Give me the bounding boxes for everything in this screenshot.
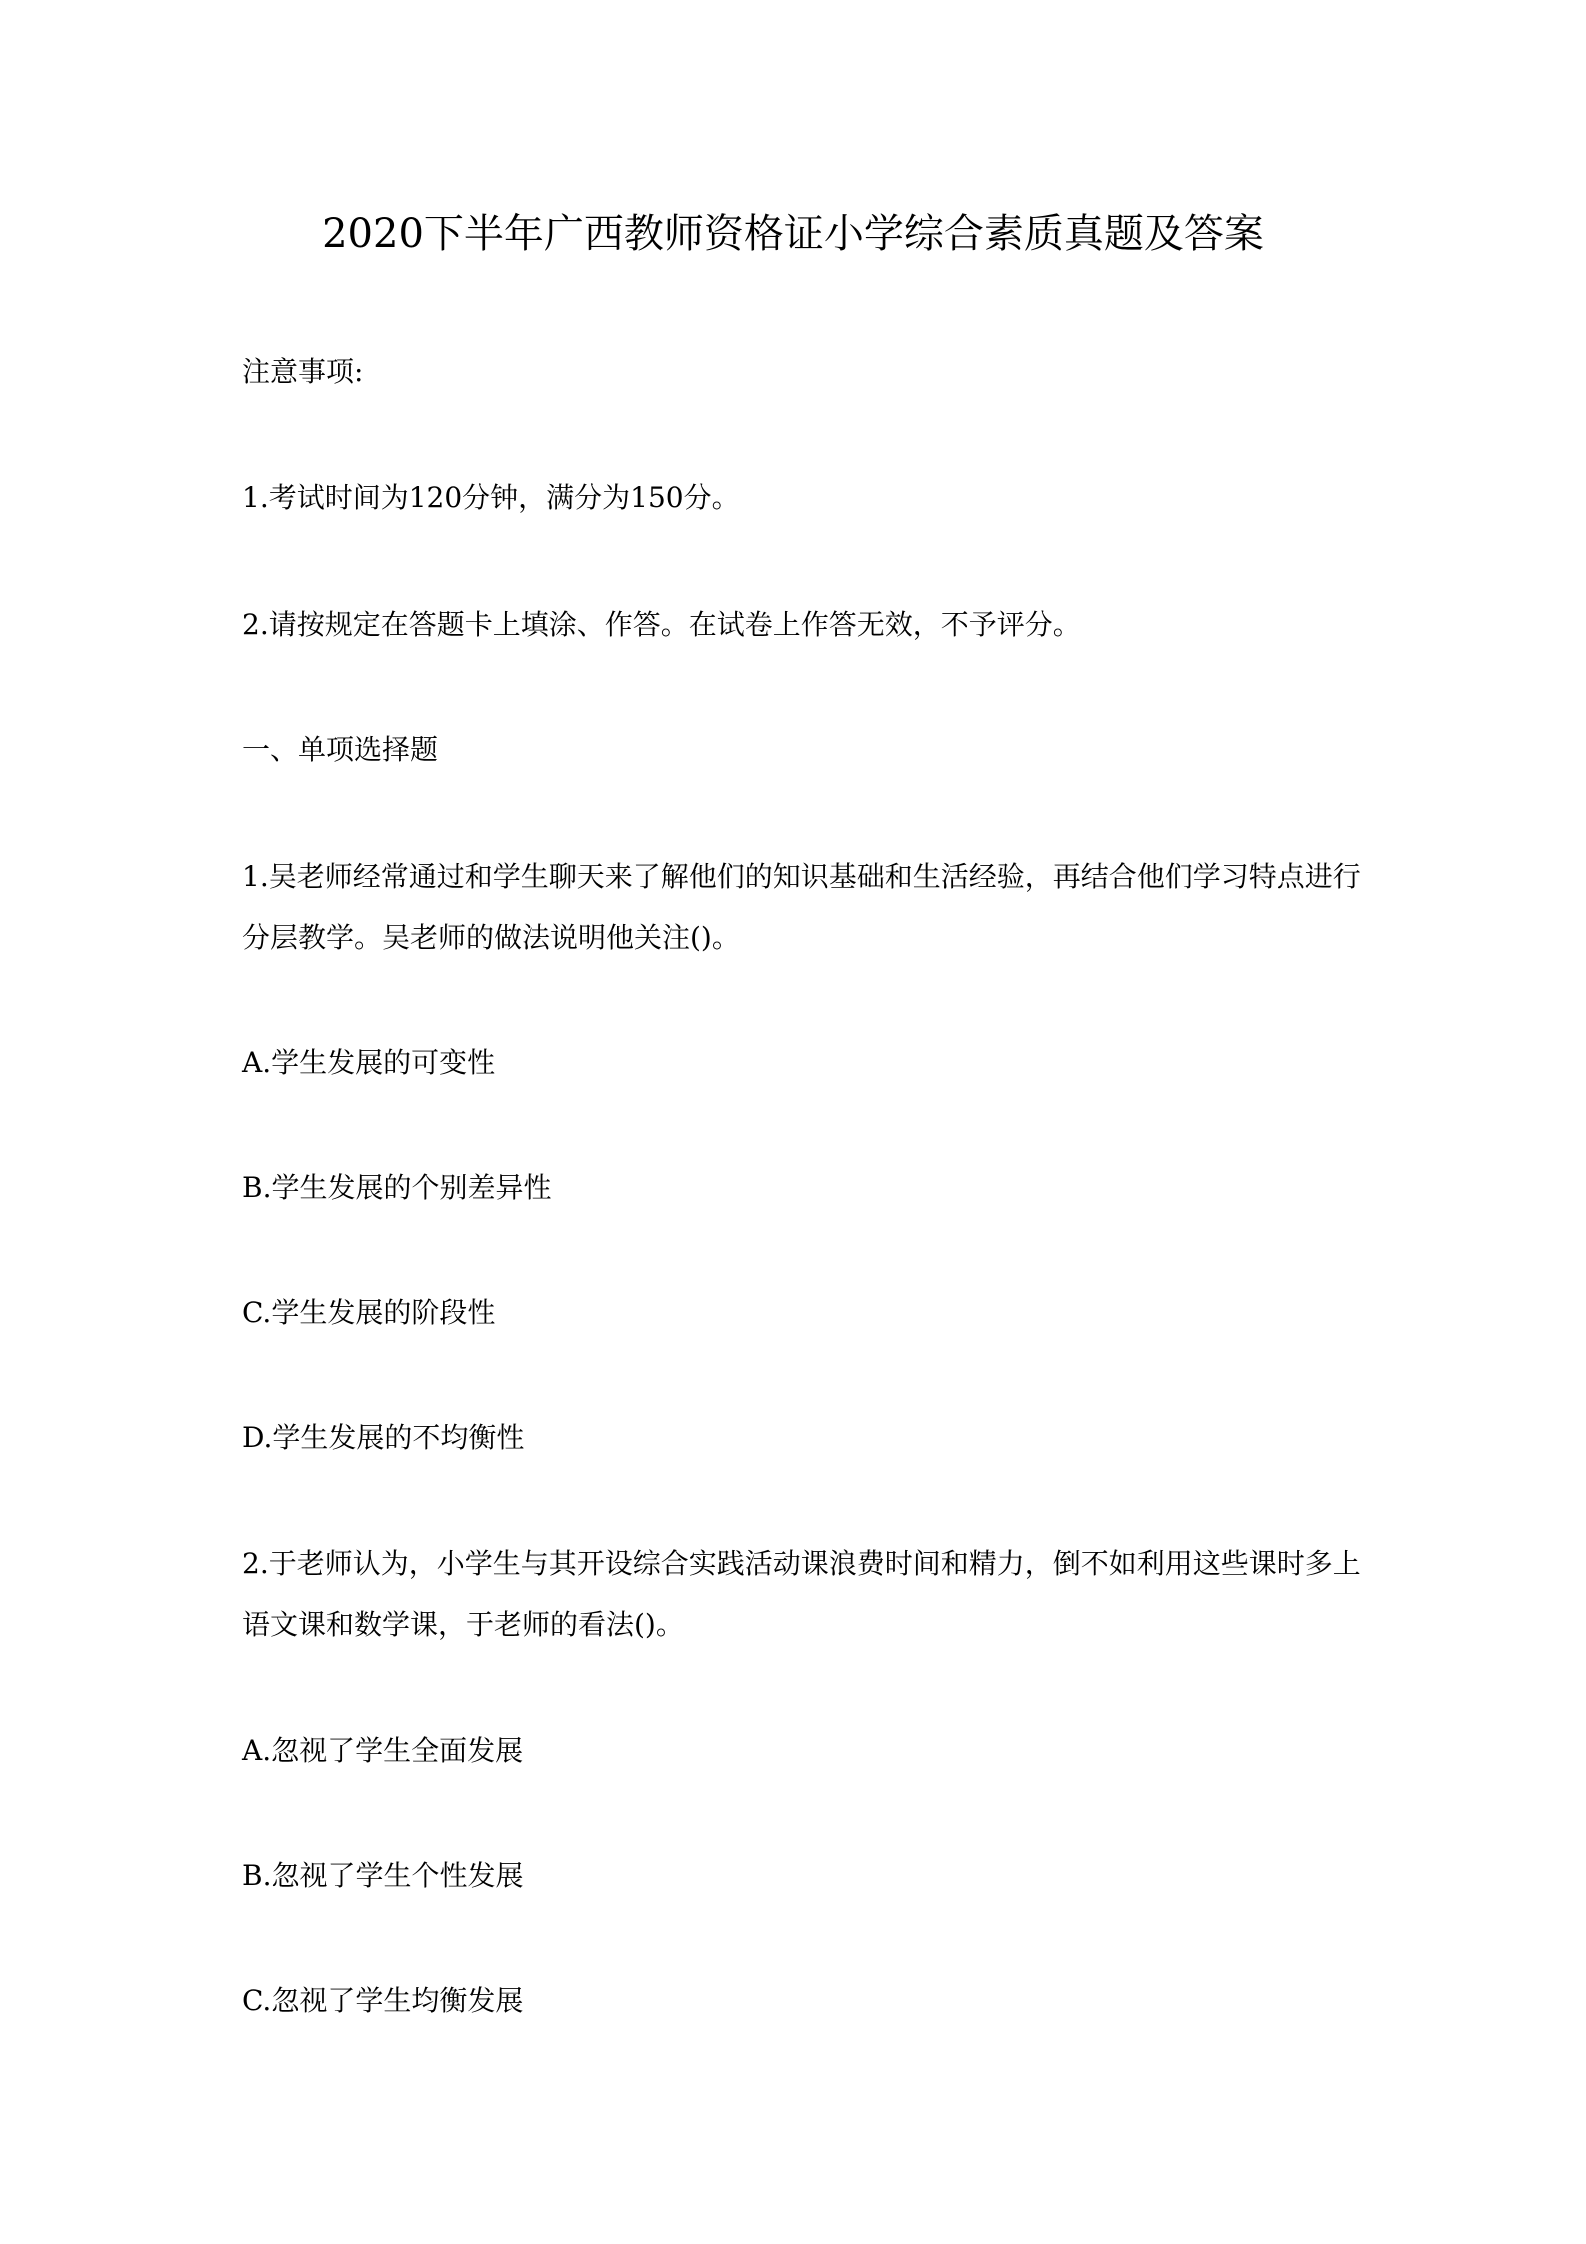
answer-option: B.忽视了学生个性发展 bbox=[242, 1859, 524, 1892]
answer-option: C.学生发展的阶段性 bbox=[242, 1296, 496, 1329]
question-stem-line: 语文课和数学课，于老师的看法()。 bbox=[242, 1608, 684, 1641]
section-heading: 一、单项选择题 bbox=[242, 733, 439, 766]
notice-item: 1.考试时间为120分钟，满分为150分。 bbox=[242, 481, 740, 514]
document-title: 2020下半年广西教师资格证小学综合素质真题及答案 bbox=[322, 211, 1264, 257]
answer-option: B.学生发展的个别差异性 bbox=[242, 1171, 552, 1204]
question-stem-line: 2.于老师认为，小学生与其开设综合实践活动课浪费时间和精力，倒不如利用这些课时多上 bbox=[242, 1547, 1361, 1580]
answer-option: A.忽视了学生全面发展 bbox=[242, 1734, 524, 1767]
answer-option: A.学生发展的可变性 bbox=[242, 1046, 496, 1079]
answer-option: C.忽视了学生均衡发展 bbox=[242, 1984, 524, 2017]
question-stem-line: 1.吴老师经常通过和学生聊天来了解他们的知识基础和生活经验，再结合他们学习特点进行 bbox=[242, 860, 1361, 893]
notice-item: 2.请按规定在答题卡上填涂、作答。在试卷上作答无效，不予评分。 bbox=[242, 608, 1081, 641]
question-stem-line: 分层教学。吴老师的做法说明他关注()。 bbox=[242, 921, 740, 954]
answer-option: D.学生发展的不均衡性 bbox=[242, 1421, 525, 1454]
notice-heading: 注意事项: bbox=[242, 355, 364, 388]
